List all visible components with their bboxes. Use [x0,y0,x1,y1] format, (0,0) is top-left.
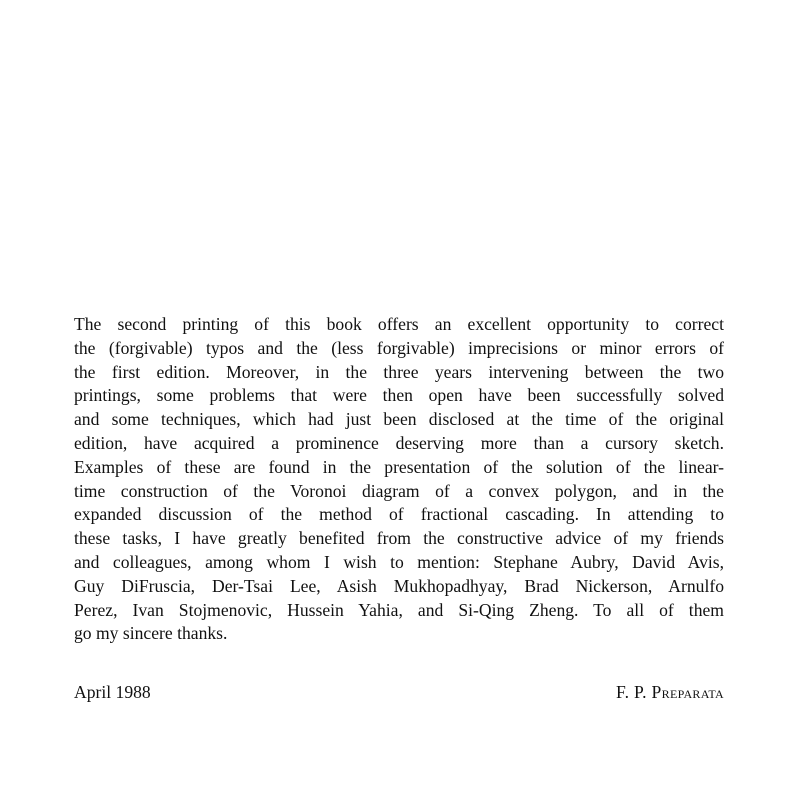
text-line: the first edition. Moreover, in the three years intervening between the two [74,361,724,382]
text-line: edition, have acquired a prominence deserving more than a cursory sketch. [74,432,724,453]
text-line: Guy DiFruscia, Der-Tsai Lee, Asish Mukhopadhyay, Brad Nickerson, Arnulfo [74,575,724,596]
text-line: go my sincere thanks. [74,623,228,644]
text-line: time construction of the Voronoi diagram of a convex polygon, and in the [74,480,724,501]
date-line: April 1988 [74,682,151,702]
text-line: the (forgivable) typos and the (less forgivable) imprecisions or minor errors of [74,337,724,358]
preface-paragraph [74,313,724,646]
signoff [74,680,724,704]
text-line: these tasks, I have greatly benefited from the constructive advice of my friends [74,528,724,549]
text-line: and some techniques, which had just been disclosed at the time of the original [74,409,724,430]
text-line: The second printing of this book offers an excellent opportunity to correct [74,314,724,334]
author-signature: F. P. Preparata [615,682,724,702]
text-line: Perez, Ivan Stojmenovic, Hussein Yahia, and Si-Qing Zheng. To all of them [74,599,724,620]
text-line: printings, some problems that were then open have been successfully solved [74,385,724,406]
text-line: Examples of these are found in the presentation of the solution of the linear- [74,456,724,477]
text-line: and colleagues, among whom I wish to mention: Stephane Aubry, David Avis, [74,551,724,572]
text-line: expanded discussion of the method of fractional cascading. In attending to [74,504,724,525]
